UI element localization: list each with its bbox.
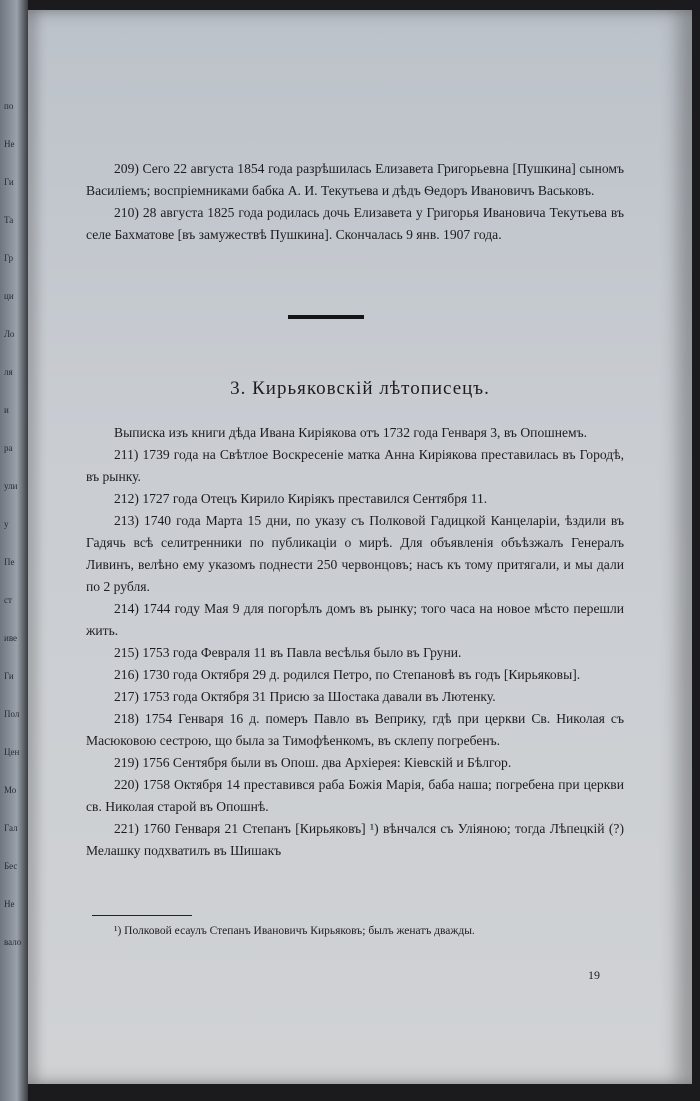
adjacent-page-fragment: и: [4, 405, 9, 415]
adjacent-page-fragment: Не: [4, 899, 15, 909]
section-title: 3. Кирьяковскій лѣтописецъ.: [230, 378, 490, 399]
entries-top: [86, 158, 624, 246]
adjacent-page-fragment: Бес: [4, 861, 18, 871]
adjacent-page-fragment: ци: [4, 291, 14, 301]
entry-215: 215) 1753 года Февраля 11 въ Павла весѣлья было въ Груни.: [114, 645, 462, 660]
entry-intro: Выписка изъ книги дѣда Ивана Киріякова отъ 1732 года Генваря 3, въ Опошнемъ.: [114, 425, 588, 440]
adjacent-page-fragment: Та: [4, 215, 14, 225]
entry-217: 217) 1753 года Октября 31 Присю за Шостака давали въ Лютенку.: [114, 689, 496, 704]
adjacent-page-fragment: ули: [4, 481, 18, 491]
section-divider: [288, 315, 364, 319]
entry-212: 212) 1727 года Отецъ Кирило Киріякъ преставился Сентября 11.: [114, 491, 488, 506]
entry-213: 213) 1740 года Марта 15 дни, по указу съ Полковой Гадицкой Канцеларіи, ѣздили въ Гадячь всѣ селитренники по публикаціи о мирѣ. Для объявленія объѣзжалъ Генералъ Ливинъ, велѣно ему указомъ поднести 250 червонцовъ; насъ къ тому притягали, и мы дали по 2 рубля.: [86, 513, 624, 594]
adjacent-page-fragment: Пол: [4, 709, 20, 719]
entry-216: 216) 1730 года Октября 29 д. родился Петро, по Степановѣ въ годъ [Кирьяковы].: [114, 667, 581, 682]
book-page: [28, 10, 692, 1084]
entry-221: 221) 1760 Генваря 21 Степанъ [Кирьяковъ] ¹) вѣнчался съ Уліяною; тогда Лѣпецкій (?) Мелашку подхватилъ въ Шишакъ: [86, 821, 624, 858]
adjacent-page-fragment: Гал: [4, 823, 18, 833]
entries-main: [86, 422, 624, 862]
adjacent-page-fragment: Мо: [4, 785, 17, 795]
adjacent-page-fragment: Цен: [4, 747, 20, 757]
adjacent-page-fragment: вало: [4, 937, 22, 947]
adjacent-page-fragment: иве: [4, 633, 18, 643]
entry-211: 211) 1739 года на Свѣтлое Воскресеніе матка Анна Киріякова преставилась въ Городѣ, въ рынку.: [86, 447, 624, 484]
entry-218: 218) 1754 Генваря 16 д. померъ Павло въ Веприку, гдѣ при церкви Св. Николая съ Масюковою сестрою, що была за Тимофѣенкомъ, въ склепу погребенъ.: [86, 711, 624, 748]
adjacent-page-fragment: у: [4, 519, 9, 529]
adjacent-page-fragment: Ги: [4, 177, 14, 187]
adjacent-page-fragment: Ло: [4, 329, 15, 339]
adjacent-page-text: [4, 100, 26, 1000]
adjacent-page-fragment: Пе: [4, 557, 15, 567]
footnote-rule: [92, 915, 192, 916]
adjacent-page-fragment: Не: [4, 139, 15, 149]
entry-209: 209) Сего 22 августа 1854 года разрѣшилась Елизавета Григорьевна [Пушкина] сыномъ Василіемъ; воспріемниками бабка А. И. Текутьева и дѣдъ Ѳедоръ Ивановичъ Васьковъ.: [86, 161, 624, 198]
adjacent-page-fragment: ра: [4, 443, 13, 453]
adjacent-page-fragment: ля: [4, 367, 13, 377]
entry-214: 214) 1744 году Мая 9 для погорѣлъ домъ въ рынку; того часа на новое мѣсто перешли жить.: [86, 601, 624, 638]
page-number: 19: [588, 968, 600, 982]
adjacent-page-fragment: Гр: [4, 253, 14, 263]
adjacent-page-fragment: Ги: [4, 671, 14, 681]
entry-220: 220) 1758 Октября 14 преставився раба Божія Марія, баба наша; погребена при церкви св. Николая старой въ Опошнѣ.: [86, 777, 624, 814]
footnote: ¹) Полковой есаулъ Степанъ Ивановичъ Кирьяковъ; былъ женатъ дважды.: [114, 925, 475, 937]
entry-219: 219) 1756 Сентября были въ Опош. два Архіерея: Кіевскій и Бѣлгор.: [114, 755, 512, 770]
adjacent-page-fragment: ст: [4, 595, 12, 605]
adjacent-page-fragment: по: [4, 101, 14, 111]
entry-210: 210) 28 августа 1825 года родилась дочь Елизавета у Григорья Ивановича Текутьева въ селе Бахматове [въ замужествѣ Пушкина]. Скончалась 9 янв. 1907 года.: [86, 205, 624, 242]
adjacent-page-edge: [0, 0, 28, 1101]
